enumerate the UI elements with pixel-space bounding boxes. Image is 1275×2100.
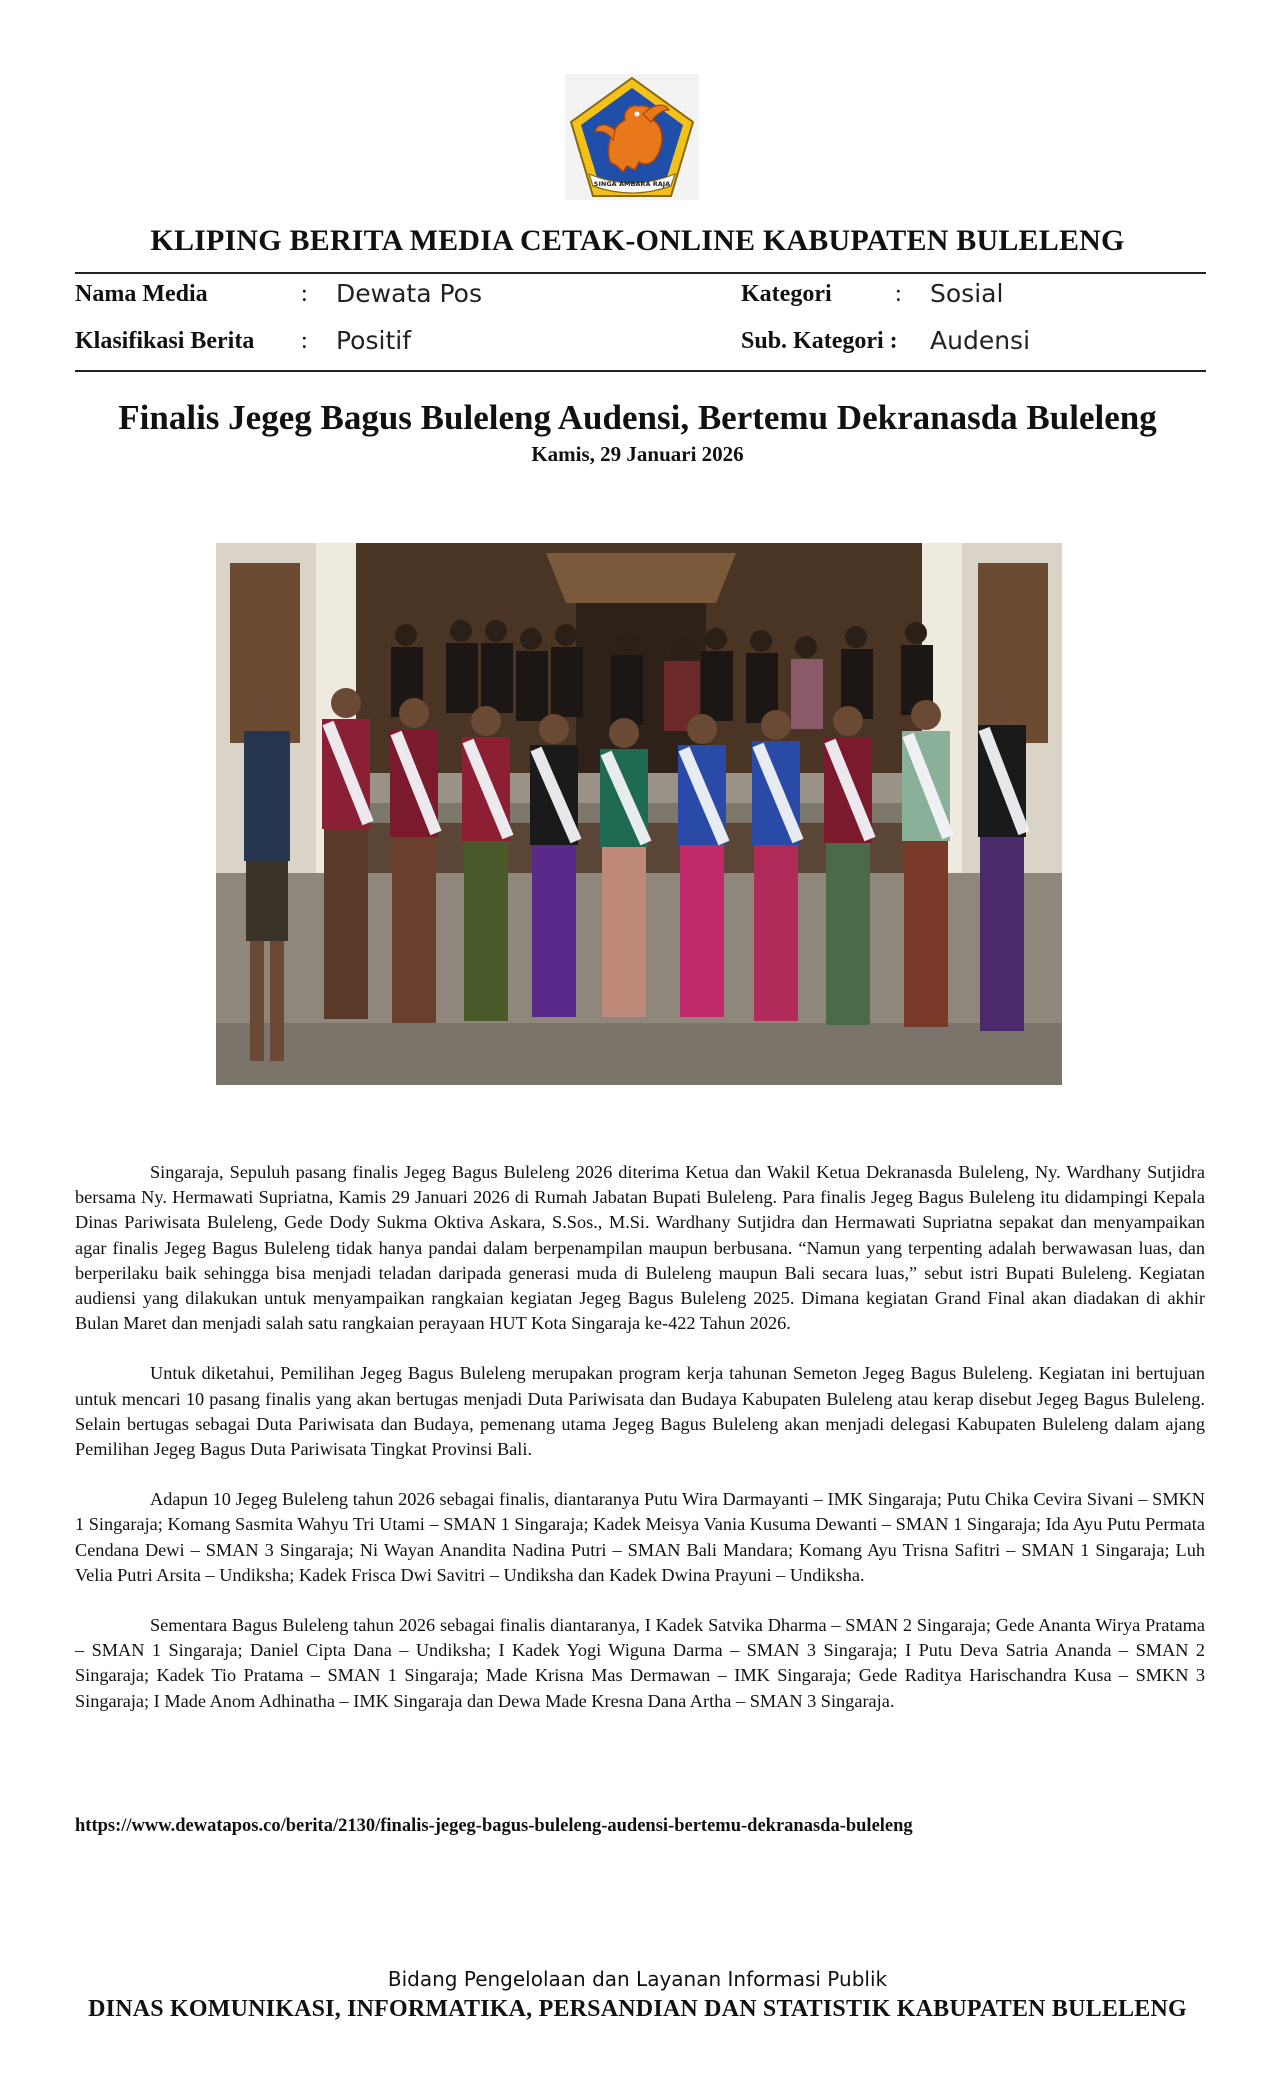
article-title: Finalis Jegeg Bagus Buleleng Audensi, Bertemu Dekranasda Buleleng xyxy=(118,398,1157,437)
article-date: Kamis, 29 Januari 2026 xyxy=(531,442,744,466)
article-paragraph: Singaraja, Sepuluh pasang finalis Jegeg Bagus Buleleng 2026 diterima Ketua dan Wakil Ketua Dekranasda Buleleng, Ny. Wardhany Sutjidra bersama Ny. Hermawati Supriatna, Kamis 29 Januari 2026 di Rumah Jabatan Bupati Buleleng. Para finalis Jegeg Bagus Buleleng itu didampingi Kepala Dinas Pariwisata Buleleng, Gede Dody Sukma Oktiva Askara, S.Sos., M.Si. Wardhany Sutjidra dan Hermawati Supriatna sepakat dan menyampaikan agar finalis Jegeg Bagus Buleleng tidak hanya pandai dalam berpenampilan maupun berbusana. “Namun yang terpenting adalah berwawasan luas, dan berperilaku baik sehingga bisa menjadi teladan daripada generasi muda di Buleleng maupun Bali secara luas,” sebut istri Bupati Buleleng. Kegiatan audiensi yang dilakukan untuk menyampaikan rangkaian kegiatan Jegeg Bagus Buleleng 2025. Dimana kegiatan Grand Final akan diadakan di akhir Bulan Maret dan menjadi salah satu rangkaian perayaan HUT Kota Singaraja ke-422 Tahun 2026. xyxy=(75,1162,1205,1334)
klasifikasi-berita-colon: : xyxy=(301,328,308,354)
nama-media-colon: : xyxy=(301,281,308,307)
klasifikasi-berita-value: Positif xyxy=(336,326,411,355)
article-photo xyxy=(216,543,1062,1085)
sub-kategori-label: Sub. Kategori : xyxy=(741,328,898,354)
logo-motto: SINGA AMBARA RAJA xyxy=(593,180,671,188)
footer-agency-name: DINAS KOMUNIKASI, INFORMATIKA, PERSANDIAN DAN STATISTIK KABUPATEN BULELENG xyxy=(88,1996,1187,2022)
klasifikasi-berita-label: Klasifikasi Berita xyxy=(75,328,255,354)
kategori-label: Kategori xyxy=(741,281,832,307)
kategori-value: Sosial xyxy=(930,279,1004,308)
clipping-header-title: KLIPING BERITA MEDIA CETAK-ONLINE KABUPATEN BULELENG xyxy=(150,224,1125,257)
footer-subtitle: Bidang Pengelolaan dan Layanan Informasi Publik xyxy=(387,1967,888,1991)
source-url-link[interactable]: https://www.dewatapos.co/berita/2130/finalis-jegeg-bagus-buleleng-audensi-bertemu-dekranasda-buleleng xyxy=(75,1816,913,1836)
article-paragraph: Untuk diketahui, Pemilihan Jegeg Bagus Buleleng merupakan program kerja tahunan Semeton Jegeg Bagus Buleleng. Kegiatan ini bertujuan untuk mencari 10 pasang finalis yang akan bertugas menjadi Duta Pariwisata dan Budaya Kabupaten Buleleng atau kerap disebut Jegeg Bagus Buleleng. Selain bertugas sebagai Duta Pariwisata dan Budaya, pemenang utama Jegeg Bagus Buleleng akan menjadi delegasi Kabupaten Buleleng dalam ajang Pemilihan Jegeg Bagus Duta Pariwisata Tingkat Provinsi Bali. xyxy=(75,1363,1205,1460)
header-bottom-rule xyxy=(75,370,1206,372)
nama-media-label: Nama Media xyxy=(75,281,208,307)
article-body xyxy=(75,1160,1205,1739)
group-photo-image xyxy=(216,543,1062,1085)
sub-kategori-value: Audensi xyxy=(930,326,1031,355)
article-paragraph: Adapun 10 Jegeg Buleleng tahun 2026 sebagai finalis, diantaranya Putu Wira Darmayanti – IMK Singaraja; Putu Chika Cevira Sivani – SMKN 1 Singaraja; Komang Sasmita Wahyu Tri Utami – SMAN 1 Singaraja; Kadek Meisya Vania Kusuma Dewanti – SMAN 1 Singaraja; Ida Ayu Putu Permata Cendana Dewi – SMAN 3 Singaraja; Ni Wayan Anandita Nadina Putri – SMAN Bali Mandara; Komang Ayu Trisna Safitri – SMAN 1 Singaraja; Luh Velia Putri Arsita – Undiksha; Kadek Frisca Dwi Savitri – Undiksha dan Kadek Dwina Prayuni – Undiksha. xyxy=(75,1489,1205,1585)
kabupaten-buleleng-logo xyxy=(565,74,699,200)
lion-crest-icon xyxy=(565,74,699,200)
article-paragraph: Sementara Bagus Buleleng tahun 2026 sebagai finalis diantaranya, I Kadek Satvika Dharma – SMAN 2 Singaraja; Gede Ananta Wirya Pratama – SMAN 1 Singaraja; Daniel Cipta Dana – Undiksha; I Kadek Yogi Wiguna Darma – SMAN 3 Singaraja; I Putu Deva Satria Ananda – SMAN 2 Singaraja; Kadek Tio Pratama – SMAN 1 Singaraja; Made Krisna Mas Dermawan – IMK Singaraja; Gede Raditya Harischandra Kusa – SMKN 3 Singaraja; I Made Anom Adhinatha – IMK Singaraja dan Dewa Made Kresna Dana Artha – SMAN 3 Singaraja. xyxy=(75,1615,1205,1711)
kategori-colon: : xyxy=(895,281,902,307)
nama-media-value: Dewata Pos xyxy=(336,279,482,308)
header-top-rule xyxy=(75,272,1206,274)
